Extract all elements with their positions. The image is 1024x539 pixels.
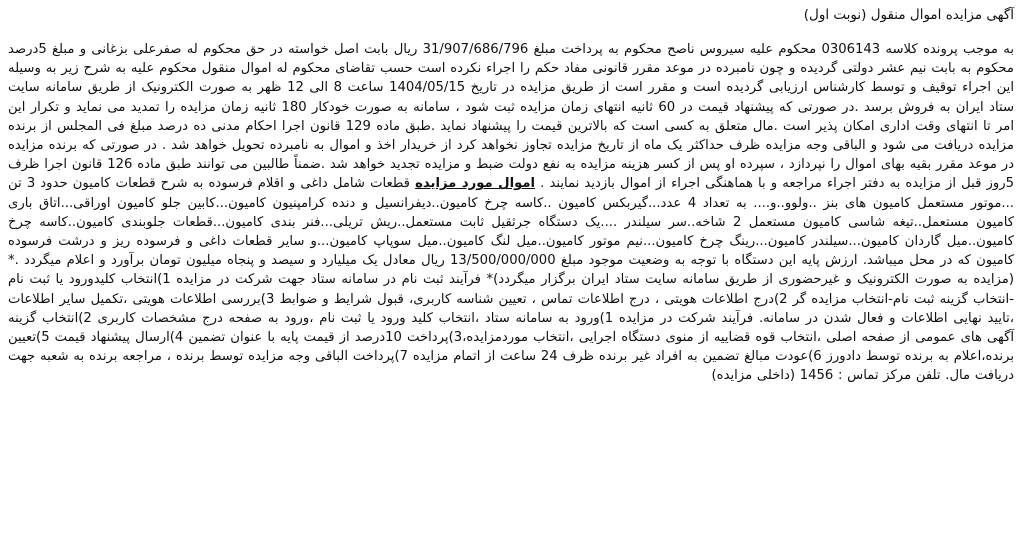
auction-notice	[8, 4, 1014, 535]
notice-title: آگهی مزایده اموال منقول (نوبت اول)	[803, 7, 1014, 23]
notice-body	[8, 40, 1014, 386]
auctioned-items-label: اموال مورد مزایده	[415, 176, 536, 192]
notice-body-items: قطعات شامل داغی و اقلام فرسوده به شرح قطعات کامیون حدود 3 تن ...موتور مستعمل کامیون های بنز ..ولوو..و.... به تعداد 4 عدد...گیربکس کامیون ..کاسه چرخ کامیون..دیفرانسیل و دنده کرامپنیون کامیون...کابین جلو کامیون اوراقی...اتاق باری کامیون مستعمل..تیغه شاسی کامیون مستعمل 2 شاخه..سر سیلندر ....یک دستگاه جرثقیل ثابت مستعمل..ریش تریلی...فنر بندی کامیون...قطعات جلوبندی کامیون..کاسه چرخ کامیون..میل گاردان کامیون...سیلندر کامیون...رینگ چرخ کامیون...نیم موتور کامیون..میل لنگ کامیون..میل سوپاپ کامیون...و سایر قطعات داغی و فرسوده ریز و درشت فرسوده کامیون که در محل میباشد. ارزش پایه این دستگاه با توجه به وضعیت موجود مبلغ 13/500/000/000 ریال معادل یک میلیارد و سیصد و پنجاه میلیون تومان برآورد و اعلام میگردد .*(مزایده به صورت الکترونیک و غیرحضوری از طریق سامانه سایت ستاد ایران برگزار میگردد)* فرآیند ثبت نام در سامانه ستاد جهت شرکت در مزایده 1)انتخاب کلیدورود یا ثبت نام -انتخاب گزینه ثبت نام-انتخاب مزایده گر 2)درج اطلاعات هویتی ، درج اطلاعات تماس ، تعیین شناسه کاربری، قبول شرایط و ضوابط 3)بررسی اطلاعات هویتی ،تکمیل سایر اطلاعات ،تایید نهایی اطلاعات و فعال شدن در سامانه. فرآیند شرکت در مزایده 1)ورود به سامانه ستاد ،انتخاب کلید ورود یا ثبت نام ،ورود به صفحه درج مشخصات کاربری 2)انتخاب گزینه آگهی های عمومی از صفحه اصلی ،انتخاب قوه قضاییه از منوی دستگاه اجرایی ،انتخاب موردمزایده،3)پرداخت 10درصد از قیمت پایه با عنوان تضمین 4)ارسال پیشنهاد قیمت 5)تعیین برنده،اعلام به برنده توسط دادورز 6)عودت مبالغ تضمین به افراد غیر برنده ظرف 24 ساعت از اتمام مزایده 7)پرداخت الباقی وجه مزایده توسط برنده ، مراجعه برنده به شعبه جهت دریافت مال. تلفن مرکز تماس : 1456 (داخلی مزایده)	[8, 176, 1015, 384]
notice-body-intro: به موجب پرونده کلاسه 0306143 محکوم علیه سیروس ناصح محکوم به پرداخت مبلغ 31/907/686/796 ریال بابت اصل خواسته در حق محکوم له صفرعلی بزغانی و مبلغ 5درصد محکوم به بابت نیم عشر دولتی گردیده و چون نامبرده در موعد مقرر قانونی مفاد حکم را اجراء نکرده است حسب تقاضای محکوم له اموال منقول محکوم علیه به شرح زیر به وسیله این اجراء توقیف و توسط کارشناس ارزیابی گردیده است و مقرر است از طریق مزایده در تاریخ 1404/05/15 ساعت 8 الی 12 ظهر به صورت الکترونیک از طریق سامانه سایت ستاد ایران به فروش برسد .در صورتی که پیشنهاد قیمت در 60 ثانیه انتهای زمان مزایده ثبت شود ، سامانه به صورت خودکار 180 ثانیه زمان مزایده را تمدید می نماید و تکرار این امر تا انتهای وقت اداری امکان پذیر است .مال متعلق به کسی است که بالاترین قیمت را پیشنهاد نماید .طبق ماده 129 قانون اجرا احکام مدنی ده درصد مبلغ فی المجلس از برنده مزایده دریافت می شود و الباقی وجه مزایده ظرف حداکثر یک ماه از تاریخ مزایده تجاوز نخواهد کرد از خریدار اخذ و اموال به نامبرده تحویل خواهد شد . در صورتی که برنده مزایده در موعد مقرر بقیه بهای اموال را نپردازد ، سپرده او پس از کسر هزینه مزایده به نفع دولت ضبط و مزایده تجدید خواهد شد .ضمناً طالبین می توانند طبق ماده 126 قانون اجرا ظرف 5روز قبل از مزایده به دفتر اجراء مراجعه و با هماهنگی اجراء از اموال بازدید نمایند .	[8, 42, 1015, 192]
